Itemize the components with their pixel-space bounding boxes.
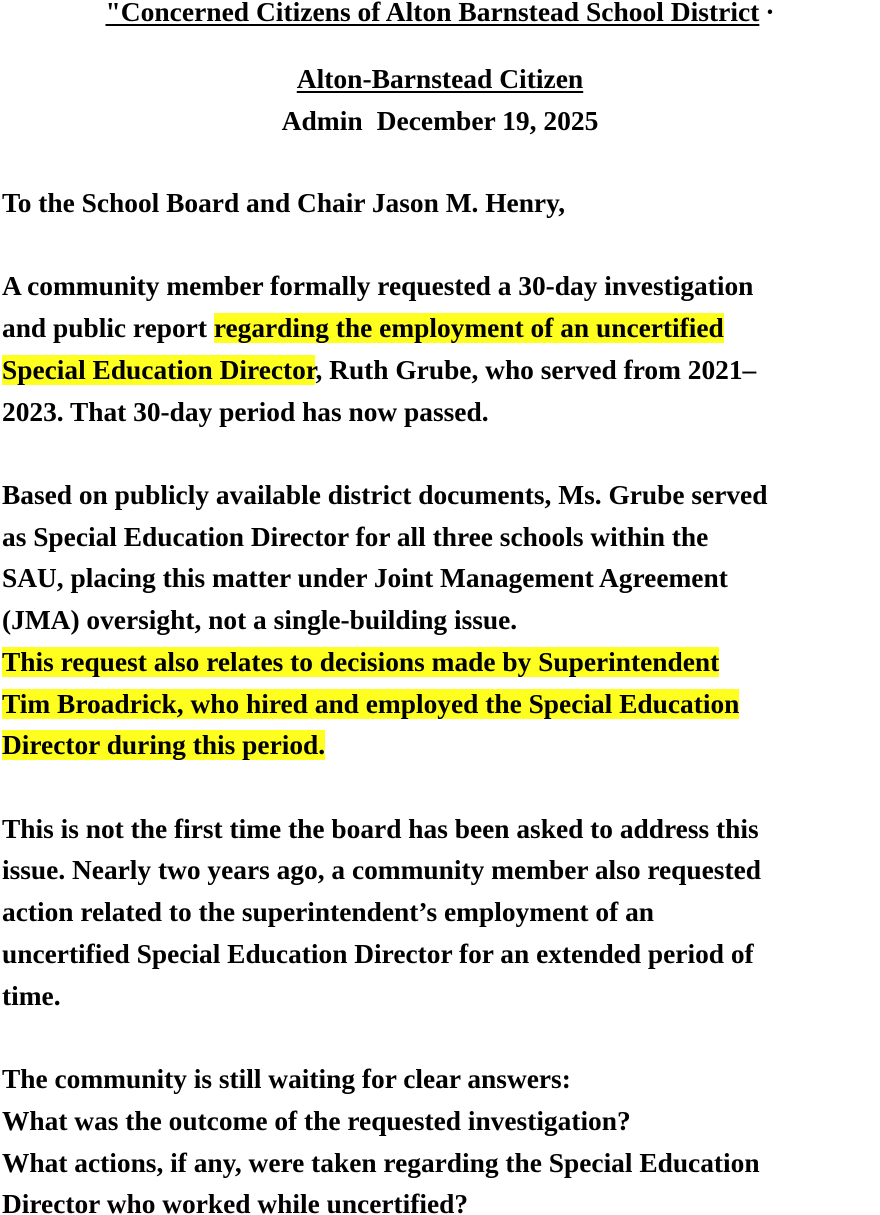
p1-line-4: 2023. That 30-day period has now passed. xyxy=(2,397,489,427)
p2-line-7-highlight: Director during this period. xyxy=(2,730,326,760)
p2-line-5 xyxy=(2,642,719,682)
byline-date: December 19, 2025 xyxy=(376,105,599,136)
p3-line-1: This is not the first time the board has been asked to address this xyxy=(2,814,759,844)
publication-title: Alton-Barnstead Citizen xyxy=(296,63,584,94)
p1-line-1: A community member formally requested a 30-day investigation xyxy=(2,271,754,301)
p2-line-6-highlight: Tim Broadrick, who hired and employed the Special Education xyxy=(2,689,740,719)
question-2-line-2: Director who worked while uncertified? xyxy=(2,1189,469,1215)
byline xyxy=(0,101,880,141)
p1-line-2-text: and public report xyxy=(2,313,214,343)
p1-line-3-highlight: Special Education Director xyxy=(2,355,316,385)
salutation: To the School Board and Chair Jason M. Henry, xyxy=(2,188,566,218)
group-name-header xyxy=(0,0,880,32)
question-2-line-1: What actions, if any, were taken regarding the Special Education xyxy=(2,1148,760,1178)
group-name-suffix: · xyxy=(765,0,775,27)
p2-line-5-highlight: This request also relates to decisions made by Superintendent xyxy=(2,647,720,677)
p1-line-3-text: , Ruth Grube, who served from 2021– xyxy=(315,355,757,385)
p3-line-2: issue. Nearly two years ago, a community member also requested xyxy=(2,855,761,885)
p1-line-2-highlight: regarding the employment of an uncertified xyxy=(213,313,724,343)
question-1: What was the outcome of the requested investigation? xyxy=(2,1106,631,1136)
p2-line-3: SAU, placing this matter under Joint Management Agreement xyxy=(2,563,728,593)
p3-line-5: time. xyxy=(2,981,61,1011)
p2-line-7 xyxy=(2,725,325,765)
p1-line-3 xyxy=(2,350,756,390)
p3-line-4: uncertified Special Education Director for an extended period of xyxy=(2,939,754,969)
p2-line-2: as Special Education Director for all three schools within the xyxy=(2,522,709,552)
p1-line-2 xyxy=(2,308,724,348)
byline-author: Admin xyxy=(281,105,363,136)
p4-line-1: The community is still waiting for clear answers: xyxy=(2,1064,571,1094)
p2-line-1: Based on publicly available district documents, Ms. Grube served xyxy=(2,480,768,510)
group-name: "Concerned Citizens of Alton Barnstead School District xyxy=(105,0,760,27)
p2-line-6 xyxy=(2,684,739,724)
p3-line-3: action related to the superintendent’s employment of an xyxy=(2,897,654,927)
p2-line-4: (JMA) oversight, not a single-building issue. xyxy=(2,605,518,635)
